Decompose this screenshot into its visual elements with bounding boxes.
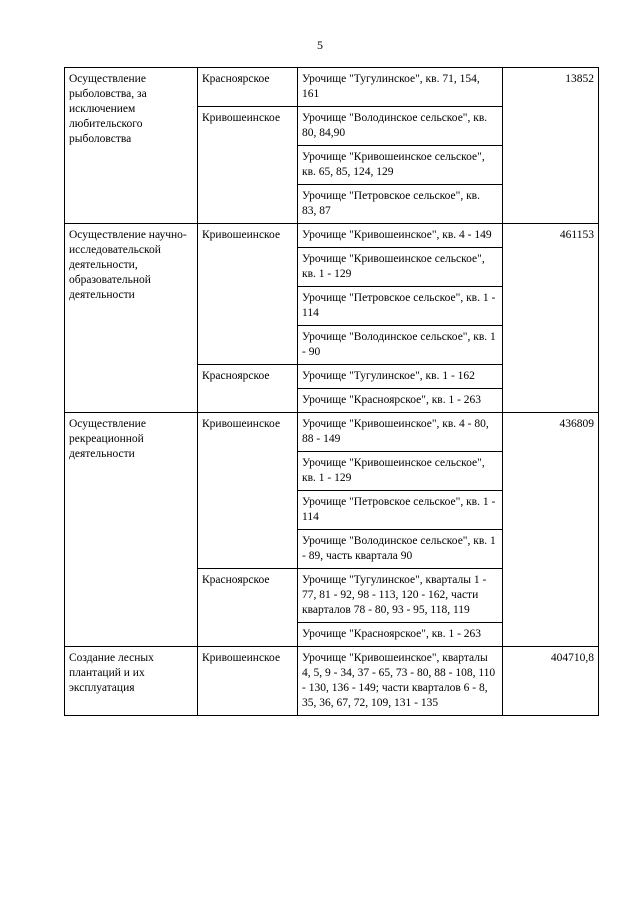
district-cell: Кривошеинское <box>198 107 298 224</box>
table-row <box>65 224 599 248</box>
location-cell: Урочище "Красноярское", кв. 1 - 263 <box>298 623 503 647</box>
table-row <box>65 68 599 107</box>
location-cell: Урочище "Петровское сельское", кв. 83, 87 <box>298 185 503 224</box>
location-cell: Урочище "Кривошеинское", кв. 4 - 80, 88 - 149 <box>298 413 503 452</box>
location-cell: Урочище "Тугулинское", кв. 71, 154, 161 <box>298 68 503 107</box>
district-cell: Кривошеинское <box>198 413 298 569</box>
location-cell: Урочище "Тугулинское", кварталы 1 - 77, 81 - 92, 98 - 113, 120 - 162, части кварталов 78 - 80, 93 - 95, 118, 119 <box>298 569 503 623</box>
area-cell: 404710,8 <box>503 647 599 716</box>
location-cell: Урочище "Красноярское", кв. 1 - 263 <box>298 389 503 413</box>
activity-cell: Осуществление рекреационной деятельности <box>65 413 198 647</box>
location-cell: Урочище "Кривошеинское сельское", кв. 1 - 129 <box>298 452 503 491</box>
area-cell: 436809 <box>503 413 599 647</box>
location-cell: Урочище "Петровское сельское", кв. 1 - 114 <box>298 491 503 530</box>
district-cell: Красноярское <box>198 569 298 647</box>
location-cell: Урочище "Кривошеинское сельское", кв. 1 - 129 <box>298 248 503 287</box>
activity-cell: Создание лесных плантаций и их эксплуатация <box>65 647 198 716</box>
location-cell: Урочище "Кривошеинское", кварталы 4, 5, 9 - 34, 37 - 65, 73 - 80, 88 - 108, 110 - 130, 136 - 149; части кварталов 6 - 8, 35, 36, 67, 72, 109, 131 - 135 <box>298 647 503 716</box>
location-cell: Урочище "Тугулинское", кв. 1 - 162 <box>298 365 503 389</box>
district-cell: Кривошеинское <box>198 647 298 716</box>
forest-use-table <box>64 67 599 716</box>
activity-cell: Осуществление рыболовства, за исключением любительского рыболовства <box>65 68 198 224</box>
district-cell: Кривошеинское <box>198 224 298 365</box>
table-row <box>65 647 599 716</box>
location-cell: Урочище "Петровское сельское", кв. 1 - 114 <box>298 287 503 326</box>
district-cell: Красноярское <box>198 68 298 107</box>
location-cell: Урочище "Володинское сельское", кв. 80, 84,90 <box>298 107 503 146</box>
location-cell: Урочище "Кривошеинское", кв. 4 - 149 <box>298 224 503 248</box>
area-cell: 13852 <box>503 68 599 224</box>
location-cell: Урочище "Володинское сельское", кв. 1 - 90 <box>298 326 503 365</box>
location-cell: Урочище "Кривошеинское сельское", кв. 65, 85, 124, 129 <box>298 146 503 185</box>
district-cell: Красноярское <box>198 365 298 413</box>
location-cell: Урочище "Володинское сельское", кв. 1 - 89, часть квартала 90 <box>298 530 503 569</box>
page-number: 5 <box>317 38 323 52</box>
table-row <box>65 413 599 452</box>
activity-cell: Осуществление научно-исследовательской деятельности, образовательной деятельности <box>65 224 198 413</box>
area-cell: 461153 <box>503 224 599 413</box>
